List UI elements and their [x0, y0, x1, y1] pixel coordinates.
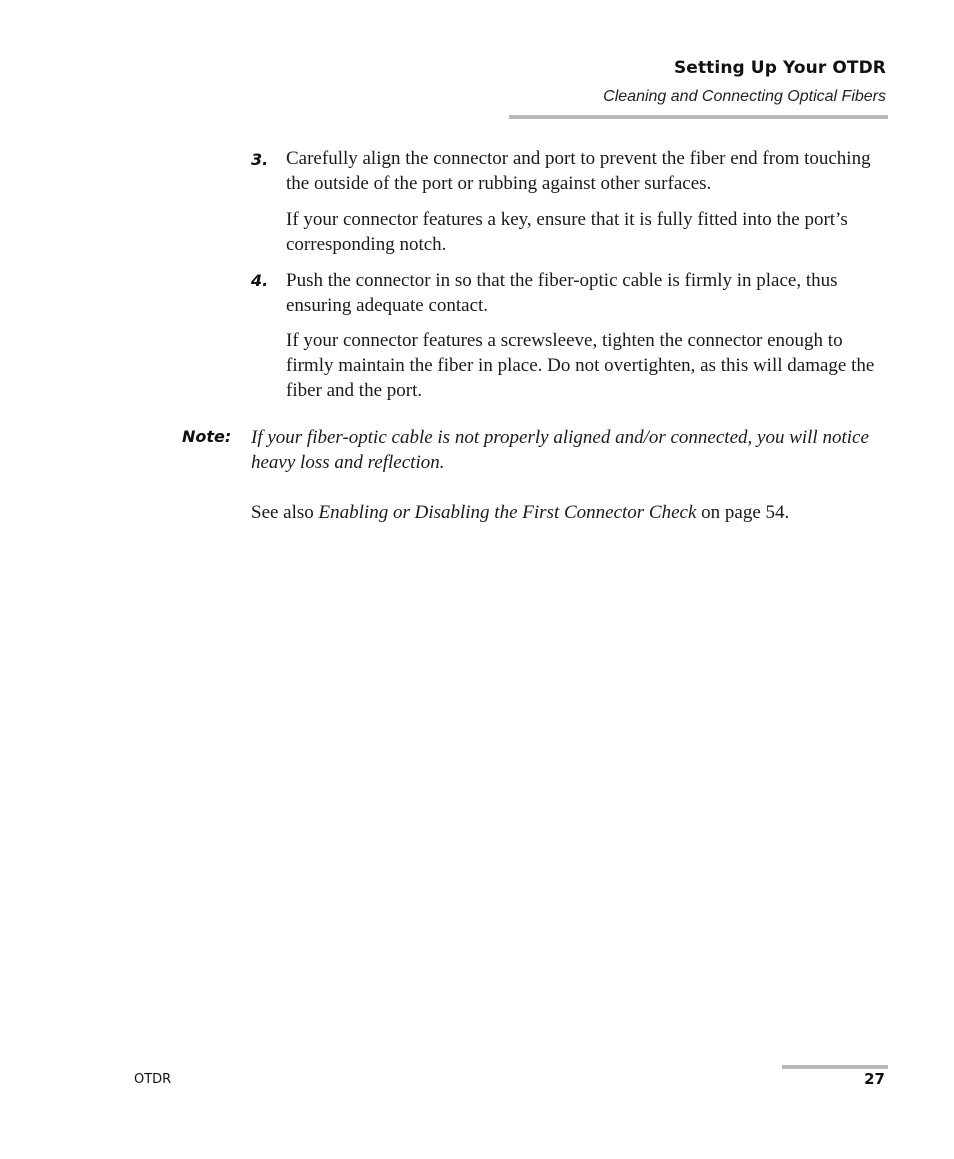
footer-divider	[782, 1065, 888, 1069]
section-title: Setting Up Your OTDR	[673, 58, 886, 78]
page-number: 27	[864, 1070, 885, 1088]
step-followup-text: If your connector features a key, ensure that it is fully fitted into the port’s corresponding notch.	[286, 209, 848, 255]
footer-product-name: OTDR	[134, 1072, 172, 1087]
note-label: Note:	[182, 427, 232, 446]
step-followup-text: If your connector features a screwsleeve, tighten the connector enough to firmly maintain the fiber in place. Do not overtighten, as this will damage the fiber and the port.	[286, 330, 875, 401]
note-text: If your fiber-optic cable is not properly aligned and/or connected, you will notice heavy loss and reflection.	[251, 427, 869, 473]
see-also-paragraph	[251, 500, 886, 525]
step-text: Push the connector in so that the fiber-optic cable is firmly in place, thus ensuring adequate contact.	[286, 270, 838, 316]
see-also-prefix: See also	[251, 502, 319, 523]
step-number: 4.	[251, 271, 269, 290]
subsection-title: Cleaning and Connecting Optical Fibers	[603, 88, 886, 105]
step-number: 3.	[251, 150, 269, 169]
see-also-suffix: on page 54.	[696, 502, 790, 523]
cross-reference-link[interactable]: Enabling or Disabling the First Connector Check	[318, 502, 697, 523]
header-divider	[509, 115, 888, 119]
step-text: Carefully align the connector and port to prevent the fiber end from touching the outside of the port or rubbing against other surfaces.	[286, 148, 871, 194]
